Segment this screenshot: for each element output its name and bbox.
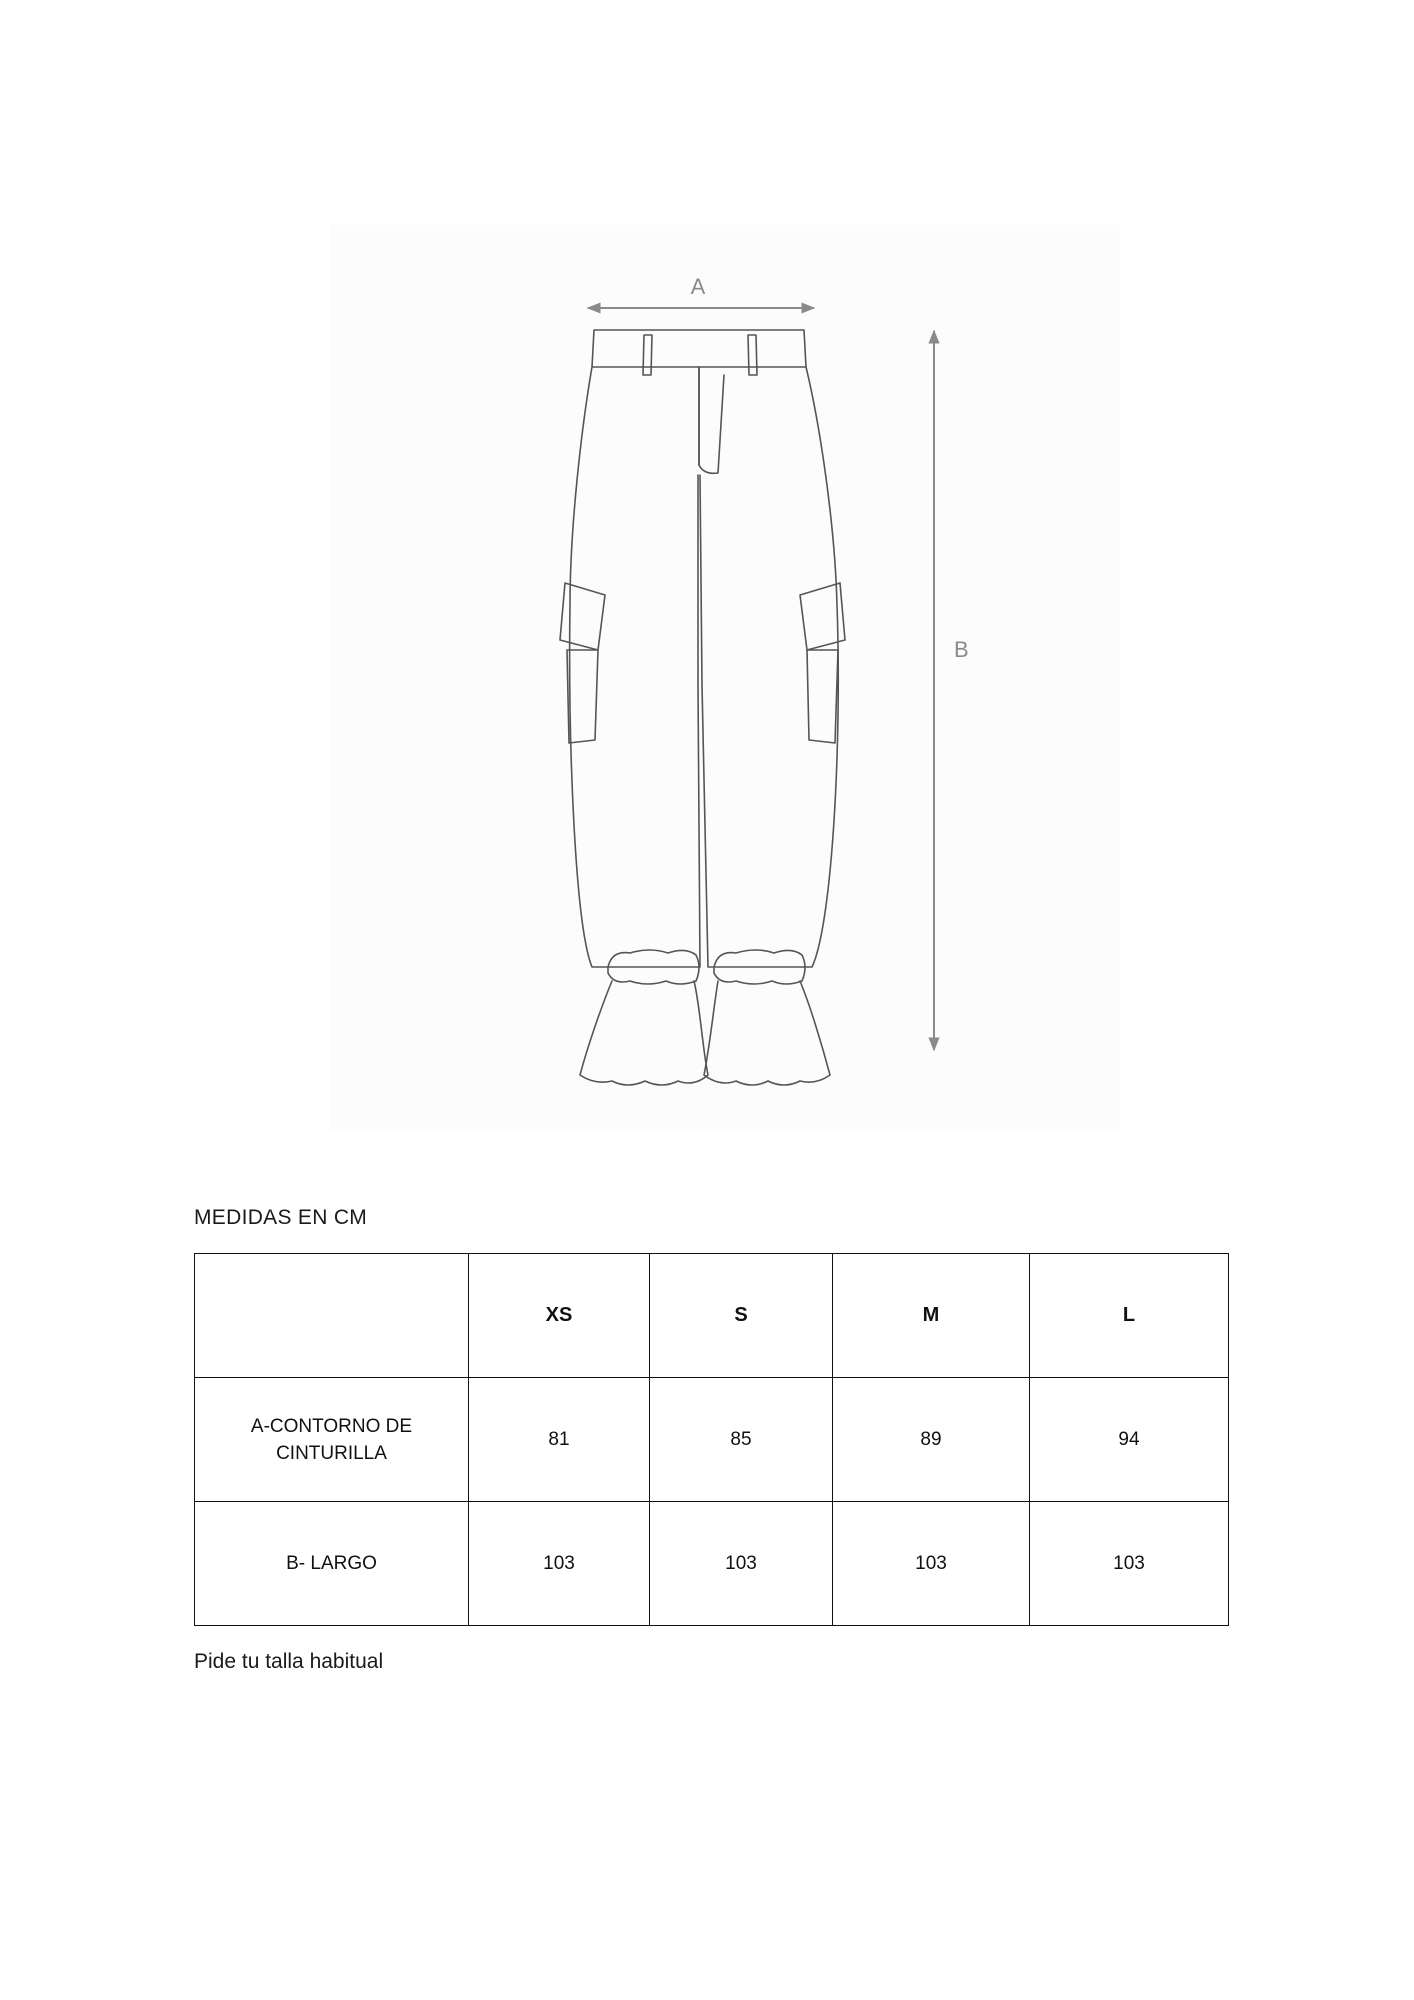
size-advice-note: Pide tu talla habitual [194, 1650, 384, 1673]
pants-drawing-svg [330, 225, 1120, 1135]
cell-length-l: 103 [1030, 1502, 1229, 1626]
cell-waist-s: 85 [650, 1378, 833, 1502]
row-label-text: A-CONTORNO DE CINTURILLA [250, 1415, 413, 1464]
cell-waist-m: 89 [833, 1378, 1030, 1502]
cell-waist-xs: 81 [469, 1378, 650, 1502]
size-table [194, 1253, 1229, 1626]
header-s: S [650, 1254, 833, 1378]
row-label-length: B- LARGO [195, 1502, 469, 1626]
cell-length-xs: 103 [469, 1502, 650, 1626]
table-row [195, 1502, 1229, 1626]
cell-length-m: 103 [833, 1502, 1030, 1626]
header-empty [195, 1254, 469, 1378]
row-label-waist [195, 1378, 469, 1502]
diagram-background [330, 225, 1120, 1130]
cell-length-s: 103 [650, 1502, 833, 1626]
measurements-title: MEDIDAS EN CM [194, 1206, 368, 1229]
header-m: M [833, 1254, 1030, 1378]
measure-a-label: A [690, 274, 706, 299]
header-xs: XS [469, 1254, 650, 1378]
header-l: L [1030, 1254, 1229, 1378]
pants-technical-drawing [330, 225, 1120, 1135]
table-header-row [195, 1254, 1229, 1378]
cell-waist-l: 94 [1030, 1378, 1229, 1502]
table-row [195, 1378, 1229, 1502]
measure-b-label: B [954, 637, 969, 662]
